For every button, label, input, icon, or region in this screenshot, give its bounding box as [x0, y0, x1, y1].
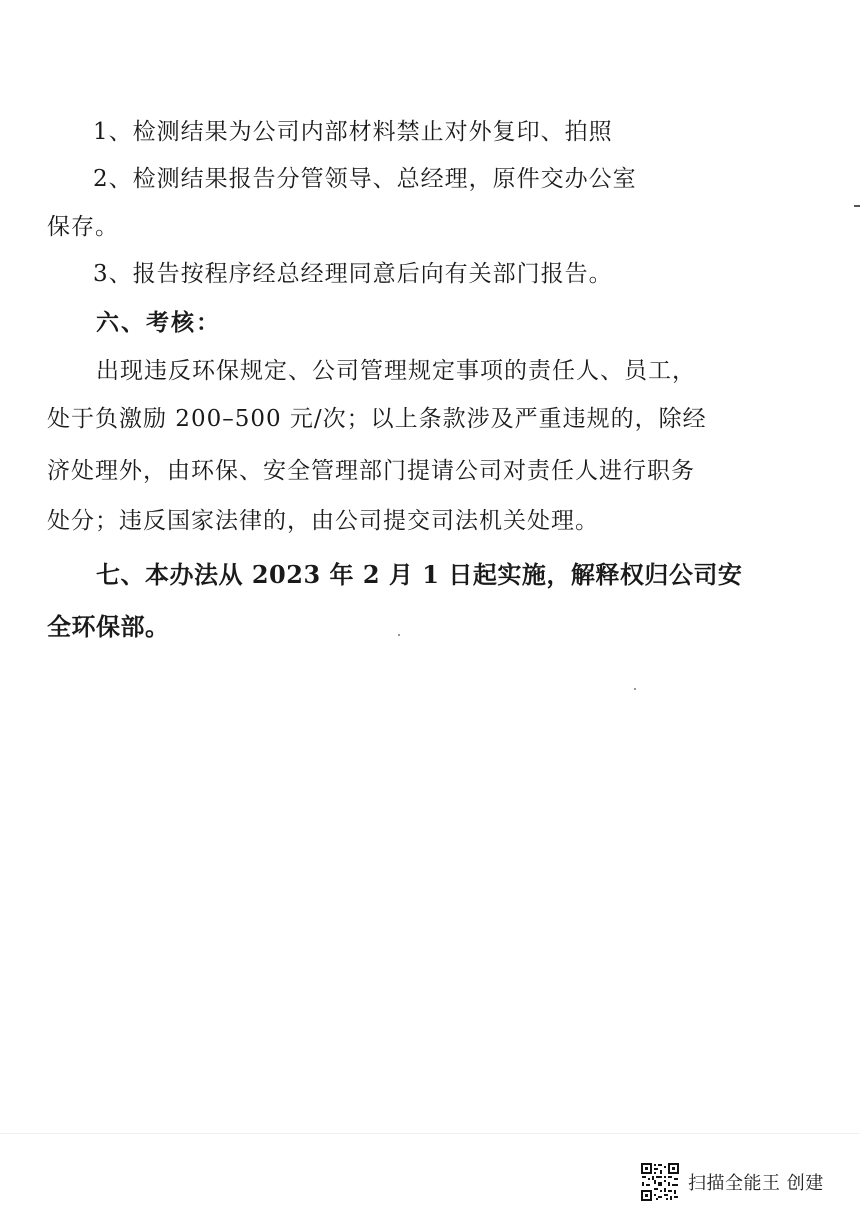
qr-code-icon	[640, 1162, 680, 1202]
scanner-watermark-label: 扫描全能王 创建	[688, 1173, 824, 1194]
scan-speck	[398, 634, 400, 636]
assessment-paragraph-line-4: 处分；违反国家法律的，由公司提交司法机关处理。	[47, 508, 599, 534]
section-six-heading: 六、考核：	[96, 309, 221, 336]
section-seven-line-1: 七、本办法从 2023 年 2 月 1 日起实施，解释权归公司安	[96, 560, 743, 589]
scan-speck	[634, 688, 636, 690]
assessment-paragraph-line-1: 出现违反环保规定、公司管理规定事项的责任人、员工，	[96, 358, 696, 384]
item-2-line: 2、检测结果报告分管领导、总经理，原件交办公室	[93, 166, 637, 192]
item-3-line: 3、报告按程序经总经理同意后向有关部门报告。	[93, 261, 613, 287]
item-2-continuation: 保存。	[47, 214, 119, 240]
section-seven-line-2: 全环保部。	[47, 612, 170, 641]
scan-edge-mark	[854, 205, 860, 207]
item-1-line: 1、检测结果为公司内部材料禁止对外复印、拍照	[93, 119, 613, 145]
scanner-watermark	[640, 1160, 824, 1204]
assessment-paragraph-line-3: 济处理外，由环保、安全管理部门提请公司对责任人进行职务	[47, 458, 695, 484]
footer-divider	[0, 1133, 860, 1134]
assessment-paragraph-line-2: 处于负激励 200–500 元/次；以上条款涉及严重违规的，除经	[47, 406, 707, 432]
